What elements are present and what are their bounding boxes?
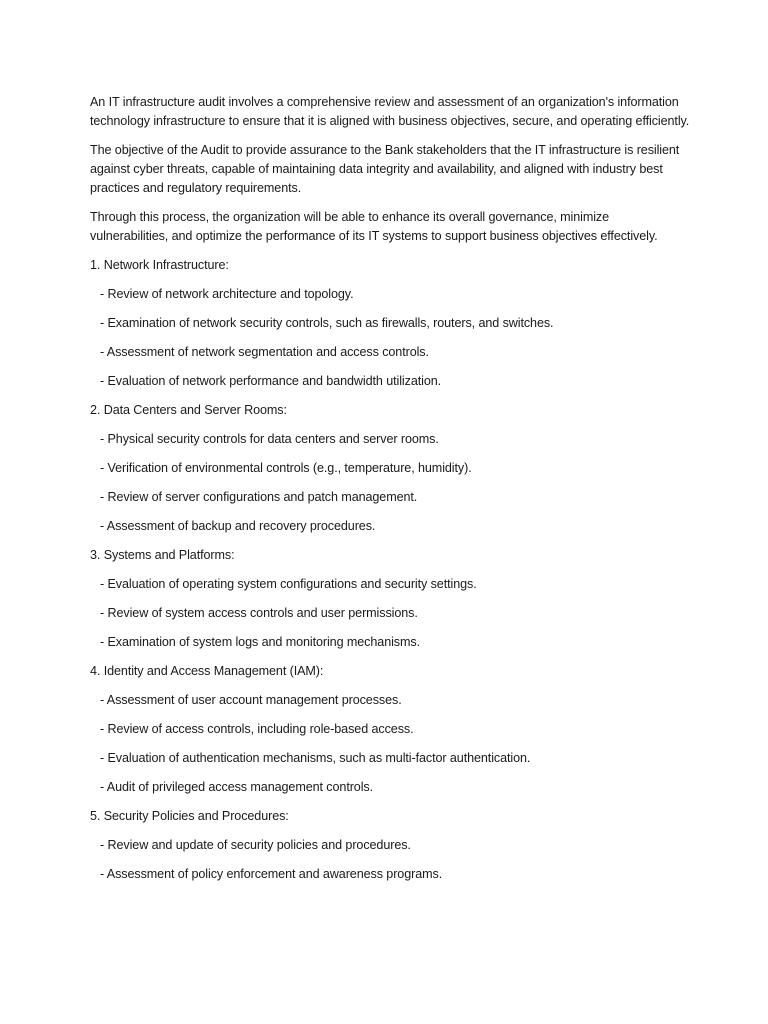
list-item: - Assessment of network segmentation and access controls.	[100, 345, 429, 359]
list-item: - Evaluation of authentication mechanisms, such as multi-factor authentication.	[100, 751, 531, 765]
list-item: - Examination of network security controls, such as firewalls, routers, and switches.	[100, 316, 554, 330]
document-page	[90, 93, 690, 894]
section-security-policies	[90, 807, 690, 884]
list-item: - Review of system access controls and user permissions.	[100, 606, 418, 620]
section-identity-access-management	[90, 662, 690, 797]
list-item: - Review of server configurations and patch management.	[100, 490, 418, 504]
list-item: - Review of access controls, including role-based access.	[100, 722, 414, 736]
objective-paragraph: The objective of the Audit to provide assurance to the Bank stakeholders that the IT infrastructure is resilient against cyber threats, capable of maintaining data integrity and availability, and aligned with industry best practices and regulatory requirements.	[90, 143, 680, 195]
list-item: - Audit of privileged access management controls.	[100, 780, 374, 794]
section-heading: 2. Data Centers and Server Rooms:	[90, 403, 287, 417]
list-item: - Review of network architecture and topology.	[100, 287, 354, 301]
section-heading: 4. Identity and Access Management (IAM):	[90, 664, 324, 678]
section-heading: 5. Security Policies and Procedures:	[90, 809, 289, 823]
list-item: - Physical security controls for data centers and server rooms.	[100, 432, 439, 446]
section-network-infrastructure	[90, 256, 690, 391]
list-item: - Assessment of backup and recovery procedures.	[100, 519, 376, 533]
section-systems-platforms	[90, 546, 690, 652]
list-item: - Review and update of security policies and procedures.	[100, 838, 411, 852]
list-item: - Verification of environmental controls (e.g., temperature, humidity).	[100, 461, 472, 475]
section-data-centers	[90, 401, 690, 536]
process-paragraph: Through this process, the organization will be able to enhance its overall governance, minimize vulnerabilities, and optimize the performance of its IT systems to support business objectives effectively.	[90, 210, 658, 243]
list-item: - Assessment of user account management processes.	[100, 693, 402, 707]
section-heading: 1. Network Infrastructure:	[90, 258, 229, 272]
list-item: - Assessment of policy enforcement and awareness programs.	[100, 867, 443, 881]
intro-paragraph: An IT infrastructure audit involves a comprehensive review and assessment of an organization's information technology infrastructure to ensure that it is aligned with business objectives, secure, and operating efficiently.	[90, 95, 690, 128]
list-item: - Evaluation of network performance and bandwidth utilization.	[100, 374, 442, 388]
list-item: - Evaluation of operating system configurations and security settings.	[100, 577, 477, 591]
list-item: - Examination of system logs and monitoring mechanisms.	[100, 635, 420, 649]
section-heading: 3. Systems and Platforms:	[90, 548, 235, 562]
